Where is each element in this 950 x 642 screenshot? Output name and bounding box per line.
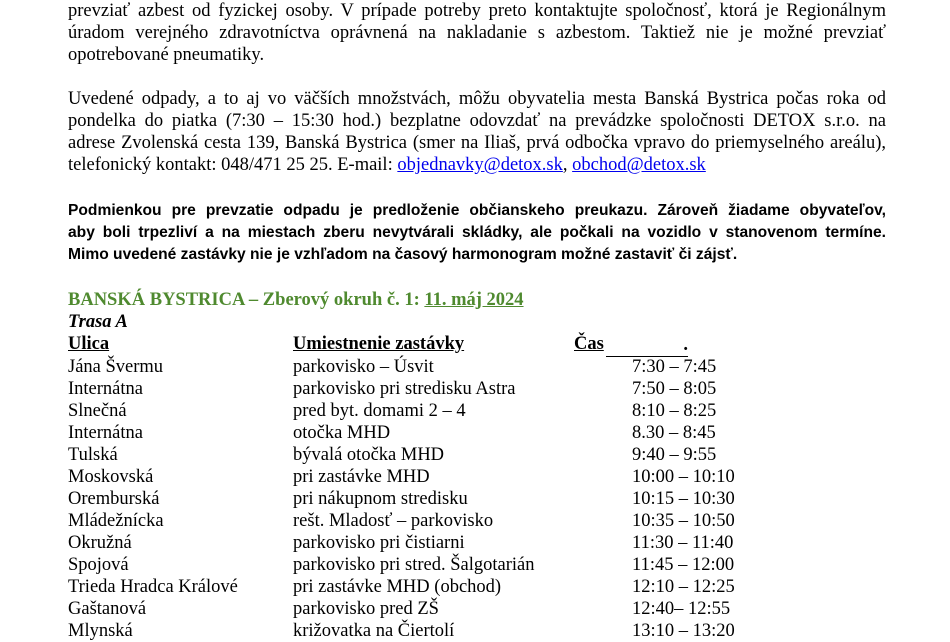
time-cell: 11:45 – 12:00 — [632, 555, 735, 575]
contact-line-2: pondelka do piatka (7:30 – 15:30 hod.) bezplatne odovzdať na prevádzke spoločnosti DETOX s.r.o. na — [68, 111, 886, 131]
location-cell: rešt. Mladosť – parkovisko — [293, 511, 494, 531]
column-header-time-dot: . — [683, 335, 688, 355]
time-cell: 7:50 – 8:05 — [632, 379, 717, 399]
column-header-time: Čas — [574, 334, 604, 354]
table-row — [0, 554, 950, 576]
table-row — [0, 400, 950, 422]
time-cell: 8.30 – 8:45 — [632, 423, 716, 443]
time-cell: 10:35 – 10:50 — [632, 511, 735, 531]
table-row — [0, 422, 950, 444]
intro-line-1: prevziať azbest od fyzickej osoby. V prípade potreby preto kontaktujte spoločnosť, ktorá je Regionálnym — [68, 1, 886, 21]
table-row — [0, 620, 950, 642]
time-cell: 10:15 – 10:30 — [632, 489, 735, 509]
location-cell: parkovisko pri stred. Šalgotarián — [293, 555, 535, 575]
street-cell: Jána Švermu — [68, 357, 164, 377]
street-cell: Mlynská — [68, 621, 133, 641]
time-cell: 11:30 – 11:40 — [632, 533, 734, 553]
street-cell: Mládežnícka — [68, 511, 164, 531]
column-header-time-underline — [606, 334, 688, 357]
intro-line-2: úradom verejného zdravotníctva oprávnená na nakladanie s azbestom. Taktiež nie je možné prevziať — [68, 23, 886, 43]
column-header-street: Ulica — [68, 334, 110, 354]
time-cell: 9:40 – 9:55 — [632, 445, 717, 465]
notice-line-3: Mimo uvedené zastávky nie je vzhľadom na časový harmonogram možné zastaviť či zájsť. — [68, 246, 738, 263]
street-cell: Oremburská — [68, 489, 160, 509]
table-row — [0, 356, 950, 378]
time-cell: 12:40– 12:55 — [632, 599, 731, 619]
location-cell: pri zastávke MHD — [293, 467, 430, 487]
time-cell: 13:10 – 13:20 — [632, 621, 735, 641]
email-link-orders[interactable]: objednavky@detox.sk — [397, 155, 563, 175]
table-row — [0, 378, 950, 400]
street-cell: Spojová — [68, 555, 129, 575]
table-row — [0, 576, 950, 598]
street-cell: Trieda Hradca Králové — [68, 577, 238, 597]
contact-line-4 — [68, 154, 886, 176]
location-cell: parkovisko pri čistiarni — [293, 533, 465, 553]
time-cell: 12:10 – 12:25 — [632, 577, 735, 597]
time-cell: 10:00 – 10:10 — [632, 467, 735, 487]
street-cell: Moskovská — [68, 467, 154, 487]
table-row — [0, 510, 950, 532]
street-cell: Tulská — [68, 445, 118, 465]
table-row — [0, 444, 950, 466]
email-link-office[interactable]: obchod@detox.sk — [572, 155, 706, 175]
street-cell: Internátna — [68, 379, 143, 399]
location-cell: parkovisko pri stredisku Astra — [293, 379, 516, 399]
schedule-heading-title: BANSKÁ BYSTRICA – Zberový okruh č. 1: — [68, 290, 425, 310]
location-cell: bývalá otočka MHD — [293, 445, 445, 465]
notice-line-2: aby boli trpezliví a na miestach zberu nevytvárali skládky, ale počkali na vozidlo v stanovenom termíne. — [68, 224, 886, 241]
intro-line-3: opotrebované pneumatiky. — [68, 45, 265, 65]
schedule-heading — [68, 290, 524, 311]
contact-phone-text: telefonický kontakt: 048/471 25 25. E-mail: — [68, 155, 398, 175]
location-cell: parkovisko pred ZŠ — [293, 599, 439, 619]
location-cell: pri zastávke MHD (obchod) — [293, 577, 502, 597]
time-cell: 7:30 – 7:45 — [632, 357, 717, 377]
schedule-heading-date: 11. máj 2024 — [424, 290, 524, 310]
table-row — [0, 532, 950, 554]
table-row — [0, 466, 950, 488]
location-cell: pred byt. domami 2 – 4 — [293, 401, 466, 421]
table-row — [0, 598, 950, 620]
table-row — [0, 488, 950, 510]
route-label: Trasa A — [68, 312, 128, 332]
column-header-location: Umiestnenie zastávky — [293, 334, 465, 354]
street-cell: Slnečná — [68, 401, 127, 421]
notice-line-1: Podmienkou pre prevzatie odpadu je predloženie občianskeho preukazu. Zároveň žiadame obyvateľov, — [68, 202, 886, 219]
time-cell: 8:10 – 8:25 — [632, 401, 717, 421]
street-cell: Okružná — [68, 533, 132, 553]
email-separator: , — [562, 155, 573, 175]
street-cell: Gaštanová — [68, 599, 147, 619]
location-cell: križovatka na Čiertolí — [293, 621, 455, 641]
location-cell: parkovisko – Úsvit — [293, 357, 434, 377]
contact-line-1: Uvedené odpady, a to aj vo väčších množstvách, môžu obyvatelia mesta Banská Bystrica počas roka od — [68, 89, 886, 109]
contact-line-3: adrese Zvolenská cesta 139, Banská Bystrica (smer na Iliaš, prvá odbočka vpravo do priemyselného areálu), — [68, 133, 886, 153]
location-cell: pri nákupnom stredisku — [293, 489, 468, 509]
street-cell: Internátna — [68, 423, 143, 443]
location-cell: otočka MHD — [293, 423, 391, 443]
